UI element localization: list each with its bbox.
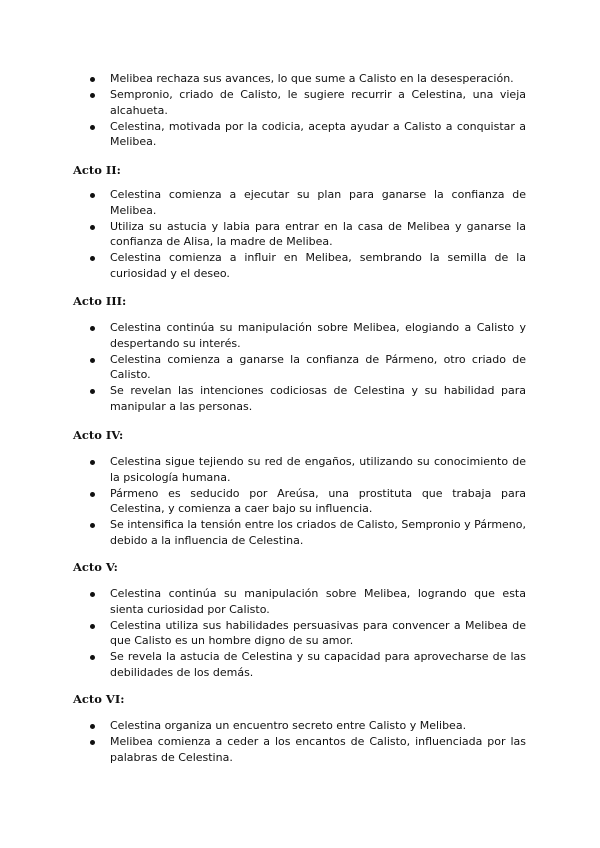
bullet-icon xyxy=(90,624,95,629)
bullet-icon xyxy=(90,592,95,597)
bullet-icon xyxy=(90,740,95,745)
acto-vi-list xyxy=(0,718,600,766)
bullet-icon xyxy=(90,225,95,230)
bullet-icon xyxy=(90,193,95,198)
list-item: Celestina utiliza sus habilidades persuasivas para convencer a Melibea de que Calisto es un hombre digno de su amor. xyxy=(0,618,526,649)
list-item: Celestina, motivada por la codicia, acepta ayudar a Calisto a conquistar a Melibea. xyxy=(0,119,526,150)
section-heading-acto-iii: Acto III: xyxy=(73,294,127,308)
list-item: Pármeno es seducido por Areúsa, una prostituta que trabaja para Celestina, y comienza a caer bajo su influencia. xyxy=(0,486,526,517)
section-heading-acto-vi: Acto VI: xyxy=(73,692,125,706)
bullet-icon xyxy=(90,523,95,528)
list-item: Utiliza su astucia y labia para entrar en la casa de Melibea y ganarse la confianza de Alisa, la madre de Melibea. xyxy=(0,219,526,250)
list-item: Se revelan las intenciones codiciosas de Celestina y su habilidad para manipular a las personas. xyxy=(0,383,526,414)
bullet-icon xyxy=(90,492,95,497)
acto-v-list xyxy=(0,586,600,681)
section-heading-acto-iv: Acto IV: xyxy=(73,428,124,442)
list-item: Sempronio, criado de Calisto, le sugiere recurrir a Celestina, una vieja alcahueta. xyxy=(0,87,526,118)
bullet-icon xyxy=(90,358,95,363)
bullet-icon xyxy=(90,93,95,98)
list-item: Celestina continúa su manipulación sobre Melibea, elogiando a Calisto y despertando su interés. xyxy=(0,320,526,351)
bullet-icon xyxy=(90,125,95,130)
bullet-icon xyxy=(90,77,95,82)
list-item: Se intensifica la tensión entre los criados de Calisto, Sempronio y Pármeno, debido a la influencia de Celestina. xyxy=(0,517,526,548)
list-item: Celestina organiza un encuentro secreto entre Calisto y Melibea. xyxy=(0,718,526,734)
bullet-icon xyxy=(90,460,95,465)
acto-ii-list xyxy=(0,187,600,282)
bullet-icon xyxy=(90,655,95,660)
acto-iii-list xyxy=(0,320,600,415)
bullet-icon xyxy=(90,724,95,729)
list-item: Celestina comienza a ejecutar su plan para ganarse la confianza de Melibea. xyxy=(0,187,526,218)
bullet-icon xyxy=(90,389,95,394)
list-item: Celestina continúa su manipulación sobre Melibea, logrando que esta sienta curiosidad por Calisto. xyxy=(0,586,526,617)
list-item: Melibea rechaza sus avances, lo que sume a Calisto en la desesperación. xyxy=(0,71,526,87)
list-item: Celestina comienza a ganarse la confianza de Pármeno, otro criado de Calisto. xyxy=(0,352,526,383)
bullet-icon xyxy=(90,326,95,331)
list-item: Celestina comienza a influir en Melibea, sembrando la semilla de la curiosidad y el deseo. xyxy=(0,250,526,281)
bullet-icon xyxy=(90,256,95,261)
intro-list xyxy=(0,71,600,150)
list-item: Se revela la astucia de Celestina y su capacidad para aprovecharse de las debilidades de los demás. xyxy=(0,649,526,680)
list-item: Melibea comienza a ceder a los encantos de Calisto, influenciada por las palabras de Celestina. xyxy=(0,734,526,765)
acto-iv-list xyxy=(0,454,600,549)
section-heading-acto-ii: Acto II: xyxy=(73,163,121,177)
section-heading-acto-v: Acto V: xyxy=(73,560,118,574)
list-item: Celestina sigue tejiendo su red de engaños, utilizando su conocimiento de la psicología humana. xyxy=(0,454,526,485)
